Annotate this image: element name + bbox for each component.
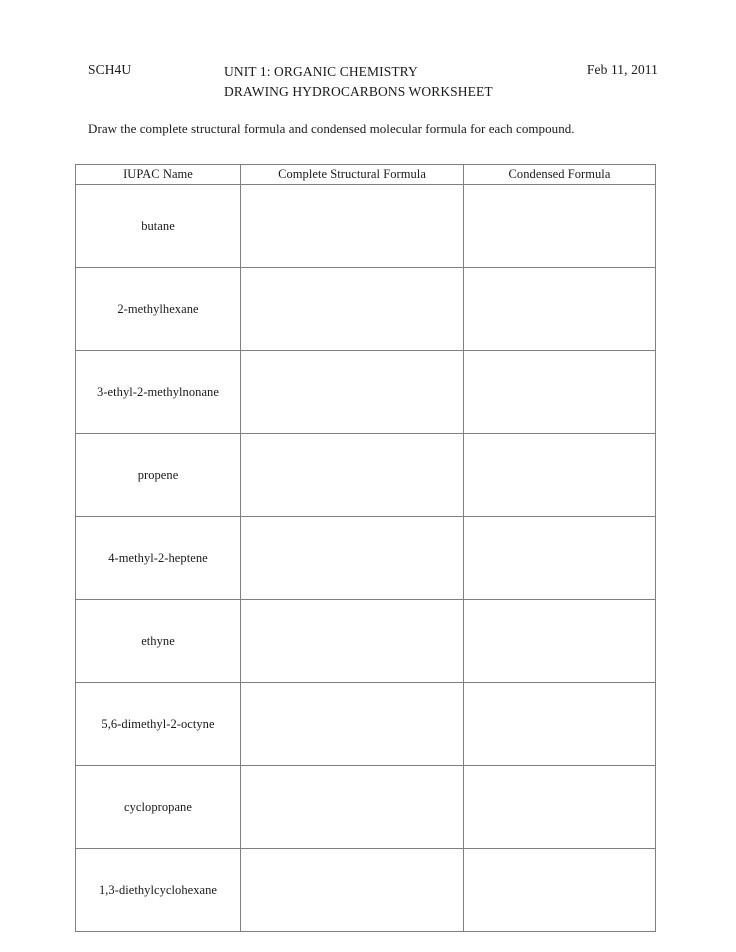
compound-name: 4-methyl-2-heptene <box>76 517 241 600</box>
condensed-formula-cell[interactable] <box>464 849 656 932</box>
condensed-formula-cell[interactable] <box>464 185 656 268</box>
compound-name: 2-methylhexane <box>76 268 241 351</box>
table-row <box>76 600 656 683</box>
structural-formula-cell[interactable] <box>241 185 464 268</box>
column-header-iupac-name: IUPAC Name <box>76 165 241 185</box>
table-row <box>76 683 656 766</box>
condensed-formula-cell[interactable] <box>464 434 656 517</box>
instruction-text: Draw the complete structural formula and condensed molecular formula for each compound. <box>88 121 575 136</box>
condensed-formula-cell[interactable] <box>464 766 656 849</box>
document-header <box>88 62 658 108</box>
compound-name: 5,6-dimethyl-2-octyne <box>76 683 241 766</box>
structural-formula-cell[interactable] <box>241 517 464 600</box>
table-row <box>76 517 656 600</box>
compound-name: propene <box>76 434 241 517</box>
page-title <box>224 62 554 102</box>
compound-name: cyclopropane <box>76 766 241 849</box>
column-header-structural-formula: Complete Structural Formula <box>241 165 464 185</box>
condensed-formula-cell[interactable] <box>464 268 656 351</box>
condensed-formula-cell[interactable] <box>464 683 656 766</box>
course-code: SCH4U <box>88 62 132 77</box>
table-header-row <box>76 165 656 185</box>
condensed-formula-cell[interactable] <box>464 600 656 683</box>
condensed-formula-cell[interactable] <box>464 351 656 434</box>
structural-formula-cell[interactable] <box>241 766 464 849</box>
compound-name: 3-ethyl-2-methylnonane <box>76 351 241 434</box>
table-row <box>76 766 656 849</box>
structural-formula-cell[interactable] <box>241 600 464 683</box>
table-row <box>76 268 656 351</box>
table-row <box>76 351 656 434</box>
table-row <box>76 849 656 932</box>
document-date: Feb 11, 2011 <box>586 62 658 77</box>
structural-formula-cell[interactable] <box>241 434 464 517</box>
table-row <box>76 434 656 517</box>
compound-name: butane <box>76 185 241 268</box>
structural-formula-cell[interactable] <box>241 849 464 932</box>
condensed-formula-cell[interactable] <box>464 517 656 600</box>
structural-formula-cell[interactable] <box>241 683 464 766</box>
title-line-worksheet: DRAWING HYDROCARBONS WORKSHEET <box>224 84 493 99</box>
table-row <box>76 185 656 268</box>
title-line-unit: UNIT 1: ORGANIC CHEMISTRY <box>224 64 418 79</box>
compound-name: 1,3-diethylcyclohexane <box>76 849 241 932</box>
compound-name: ethyne <box>76 600 241 683</box>
structural-formula-cell[interactable] <box>241 351 464 434</box>
hydrocarbons-table <box>75 164 656 932</box>
structural-formula-cell[interactable] <box>241 268 464 351</box>
column-header-condensed-formula: Condensed Formula <box>464 165 656 185</box>
